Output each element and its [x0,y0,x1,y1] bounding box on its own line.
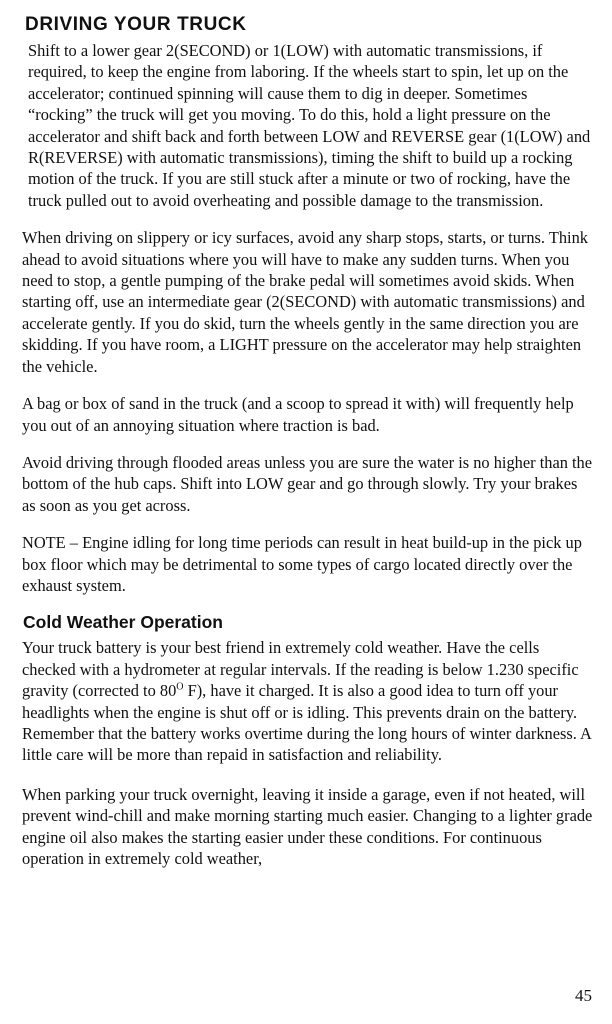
battery-text-end: F), have it charged. It is also a good idea to turn off your headlights when the engine is shut off or is idling. This prevents drain on the battery. Remember that the battery works overtime during the long hours of winter darkness. A little care will be more than repaid in satisfaction and reliability. [22,681,591,765]
battery-text-start: Your truck battery is your best friend in extremely cold weather. Have the cells checked with a hydrometer at regular intervals. If the reading is below 1.230 specific gravity (corrected to 80 [22,638,579,701]
paragraph-slippery-surfaces: When driving on slippery or icy surfaces, avoid any sharp stops, starts, or turns. Think ahead to avoid situations where you will have to make any sudden turns. When you need to stop, a gentle pumping of the brake pedal will sometimes avoid skids. When starting off, use an intermediate gear (2(SECOND) with automatic transmissions) and accelerate gently. If you do skid, turn the wheels gently in the same direction you are skidding. If you have room, a LIGHT pressure on the accelerator may help straighten the vehicle. [22,228,588,376]
section-title: DRIVING YOUR TRUCK [25,14,247,35]
paragraph-flooded-areas: Avoid driving through flooded areas unless you are sure the water is no higher than the bottom of the hub caps. Shift into LOW gear and go through slowly. Try your brakes as soon as you get across. [22,452,593,515]
degree-symbol: O [176,681,184,693]
paragraph-rocking: Shift to a lower gear 2(SECOND) or 1(LOW) with automatic transmissions, if required, to keep the engine from laboring. If the wheels start to spin, let up on the accelerator; continued spinning will cause them to dig in deeper. Sometimes “rocking” the truck will get you moving. To do this, hold a light pressure on the accelerator and shift back and forth between LOW and REVERSE gear (1(LOW) and R(REVERSE) with automatic transmissions), timing the shift to build up a rocking motion of the truck. If you are still stuck after a minute or two of rocking, have the truck pulled out to avoid overheating and possible damage to the transmission. [28,41,591,210]
subsection-title: Cold Weather Operation [23,612,223,633]
paragraph-battery [22,637,594,765]
paragraph-note-idling: NOTE – Engine idling for long time periods can result in heat build-up in the pick up box floor which may be detrimental to some types of cargo located directly over the exhaust system. [22,533,582,595]
paragraph-sand: A bag or box of sand in the truck (and a scoop to spread it with) will frequently help you out of an annoying situation where traction is bad. [22,394,574,435]
page-number: 45 [575,986,592,1005]
document-page [22,12,594,869]
paragraph-parking-overnight: When parking your truck overnight, leaving it inside a garage, even if not heated, will prevent wind-chill and make morning starting much easier. Changing to a lighter grade engine oil also makes the starting easier under these conditions. For continuous operation in extremely cold weather, [22,784,593,868]
